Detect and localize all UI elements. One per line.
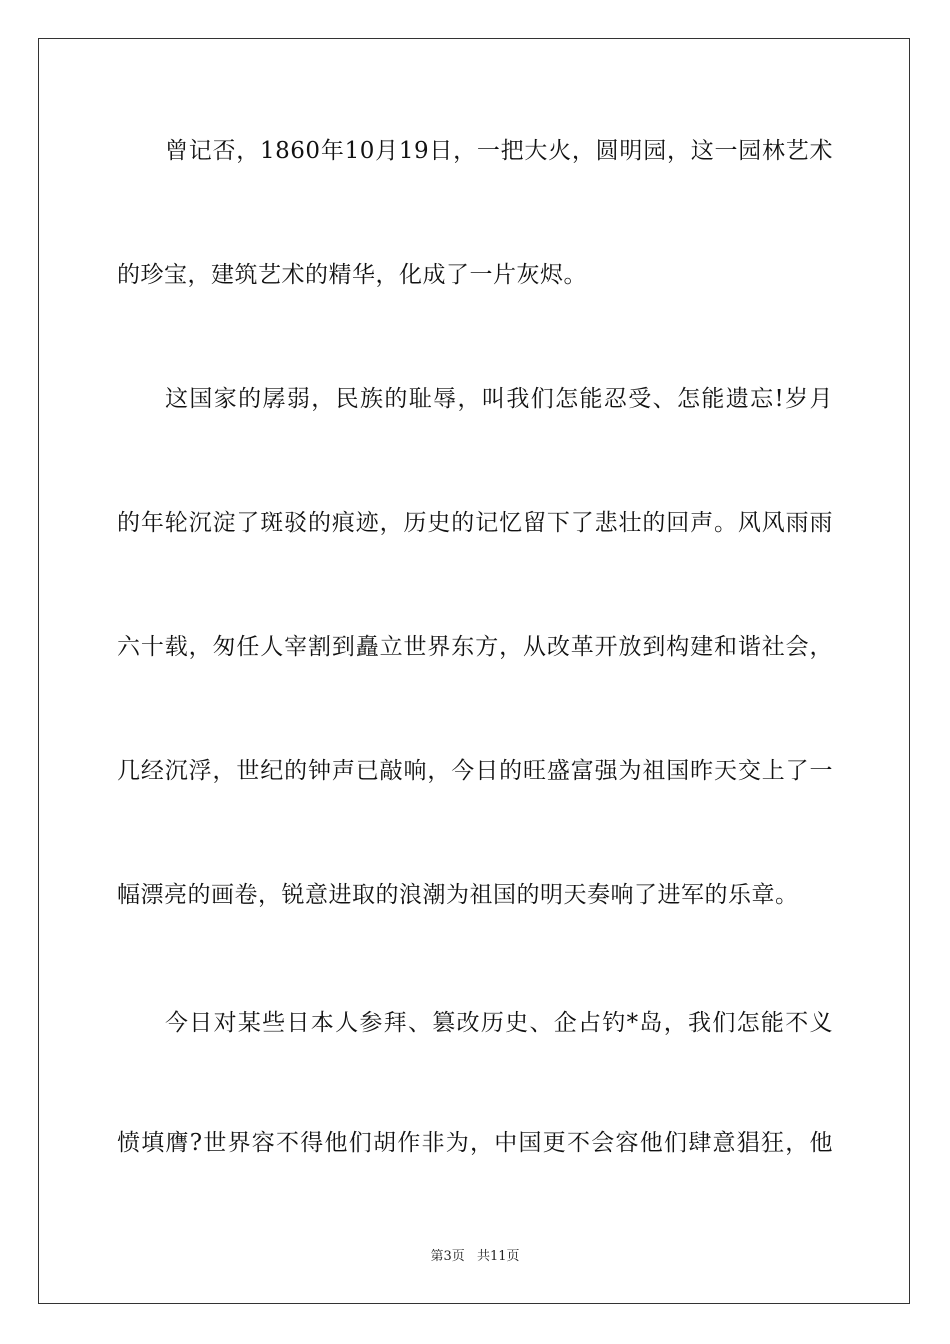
paragraph-2-line-5: 幅漂亮的画卷，锐意进取的浪潮为祖国的明天奏响了进军的乐章。 — [117, 882, 799, 908]
page-number: 第3页 — [430, 1249, 465, 1264]
page-total: 共11页 — [476, 1249, 520, 1264]
paragraph-3-line-1: 今日对某些日本人参拜、篡改历史、企占钓*岛，我们怎能不义 — [165, 1010, 833, 1036]
paragraph-1-line-1: 曾记否，1860年10月19日，一把大火，圆明园，这一园林艺术 — [165, 138, 833, 164]
paragraph-2-line-2: 的年轮沉淀了斑驳的痕迹，历史的记忆留下了悲壮的回声。风风雨雨 — [117, 510, 833, 536]
paragraph-2-line-1: 这国家的孱弱，民族的耻辱，叫我们怎能忍受、怎能遗忘!岁月 — [165, 386, 833, 412]
paragraph-3-line-2: 愤填膺?世界容不得他们胡作非为，中国更不会容他们肆意猖狂，他 — [117, 1130, 833, 1156]
paragraph-1-line-2: 的珍宝，建筑艺术的精华，化成了一片灰烬。 — [117, 262, 587, 288]
paragraph-2-line-4: 几经沉浮，世纪的钟声已敲响，今日的旺盛富强为祖国昨天交上了一 — [117, 758, 833, 784]
paragraph-2-line-3: 六十载，匆任人宰割到矗立世界东方，从改革开放到构建和谐社会， — [117, 634, 833, 660]
page-footer — [0, 1248, 950, 1266]
page-border — [38, 38, 910, 1304]
